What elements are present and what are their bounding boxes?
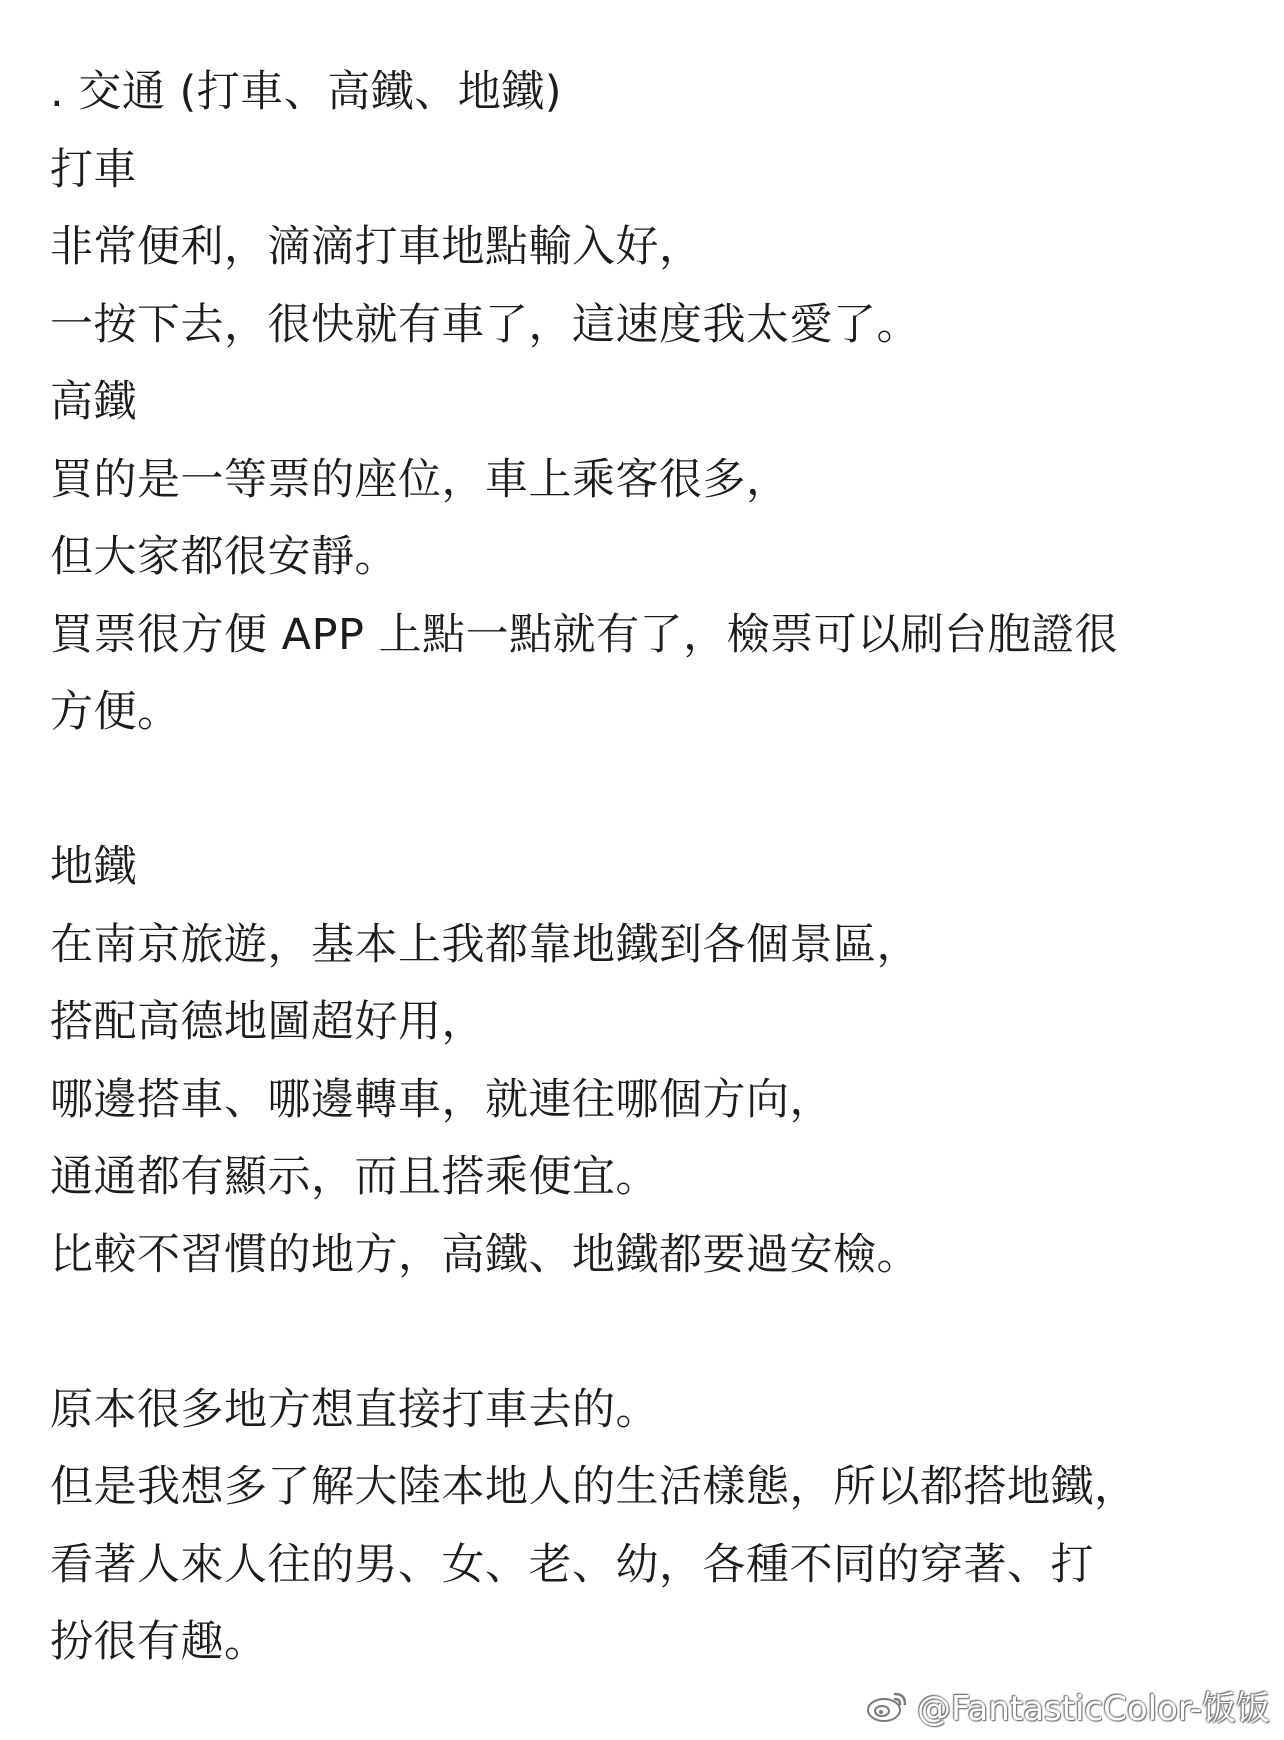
text-line: 看著人來人往的男、女、老、幼，各種不同的穿著、打 — [50, 1539, 1094, 1590]
document-body — [50, 54, 1250, 1682]
watermark-text: @FantasticColor-饭饭 — [916, 1689, 1270, 1729]
weibo-logo-icon — [865, 1688, 909, 1724]
blank-line — [50, 1294, 1250, 1372]
subheading-high-speed-rail: 高鐵 — [50, 377, 137, 427]
subheading-taxi: 打車 — [50, 144, 137, 195]
text-line: 但大家都很安靜。 — [50, 532, 398, 582]
text-line: 方便。 — [50, 687, 181, 737]
text-line: 在南京旅遊，基本上我都靠地鐵到各個景區， — [50, 919, 920, 970]
text-line: 原本很多地方想直接打車去的。 — [50, 1384, 659, 1435]
blank-line — [50, 752, 1250, 830]
text-line: 非常便利，滴滴打車地點輸入好， — [50, 222, 703, 272]
text-line: 但是我想多了解大陸本地人的生活樣態，所以都搭地鐵， — [50, 1462, 1138, 1512]
text-line: 通通都有顯示，而且搭乘便宜。 — [50, 1152, 659, 1202]
text-line: 買的是一等票的座位，車上乘客很多， — [50, 454, 790, 505]
watermark — [865, 1681, 1270, 1730]
text-line: 哪邊搭車、哪邊轉車，就連往哪個方向， — [50, 1074, 833, 1125]
text-line: 搭配高德地圖超好用， — [50, 997, 485, 1047]
text-line: 買票很方便 APP 上點一點就有了，檢票可以刷台胞證很 — [50, 609, 1119, 660]
text-line: 比較不習慣的地方，高鐵、地鐵都要過安檢。 — [50, 1229, 920, 1280]
text-line: 扮很有趣。 — [50, 1617, 268, 1667]
section-heading: . 交通 (打車、高鐵、地鐵) — [50, 67, 563, 117]
subheading-metro: 地鐵 — [50, 842, 137, 892]
text-line: 一按下去，很快就有車了，這速度我太愛了。 — [50, 299, 920, 350]
